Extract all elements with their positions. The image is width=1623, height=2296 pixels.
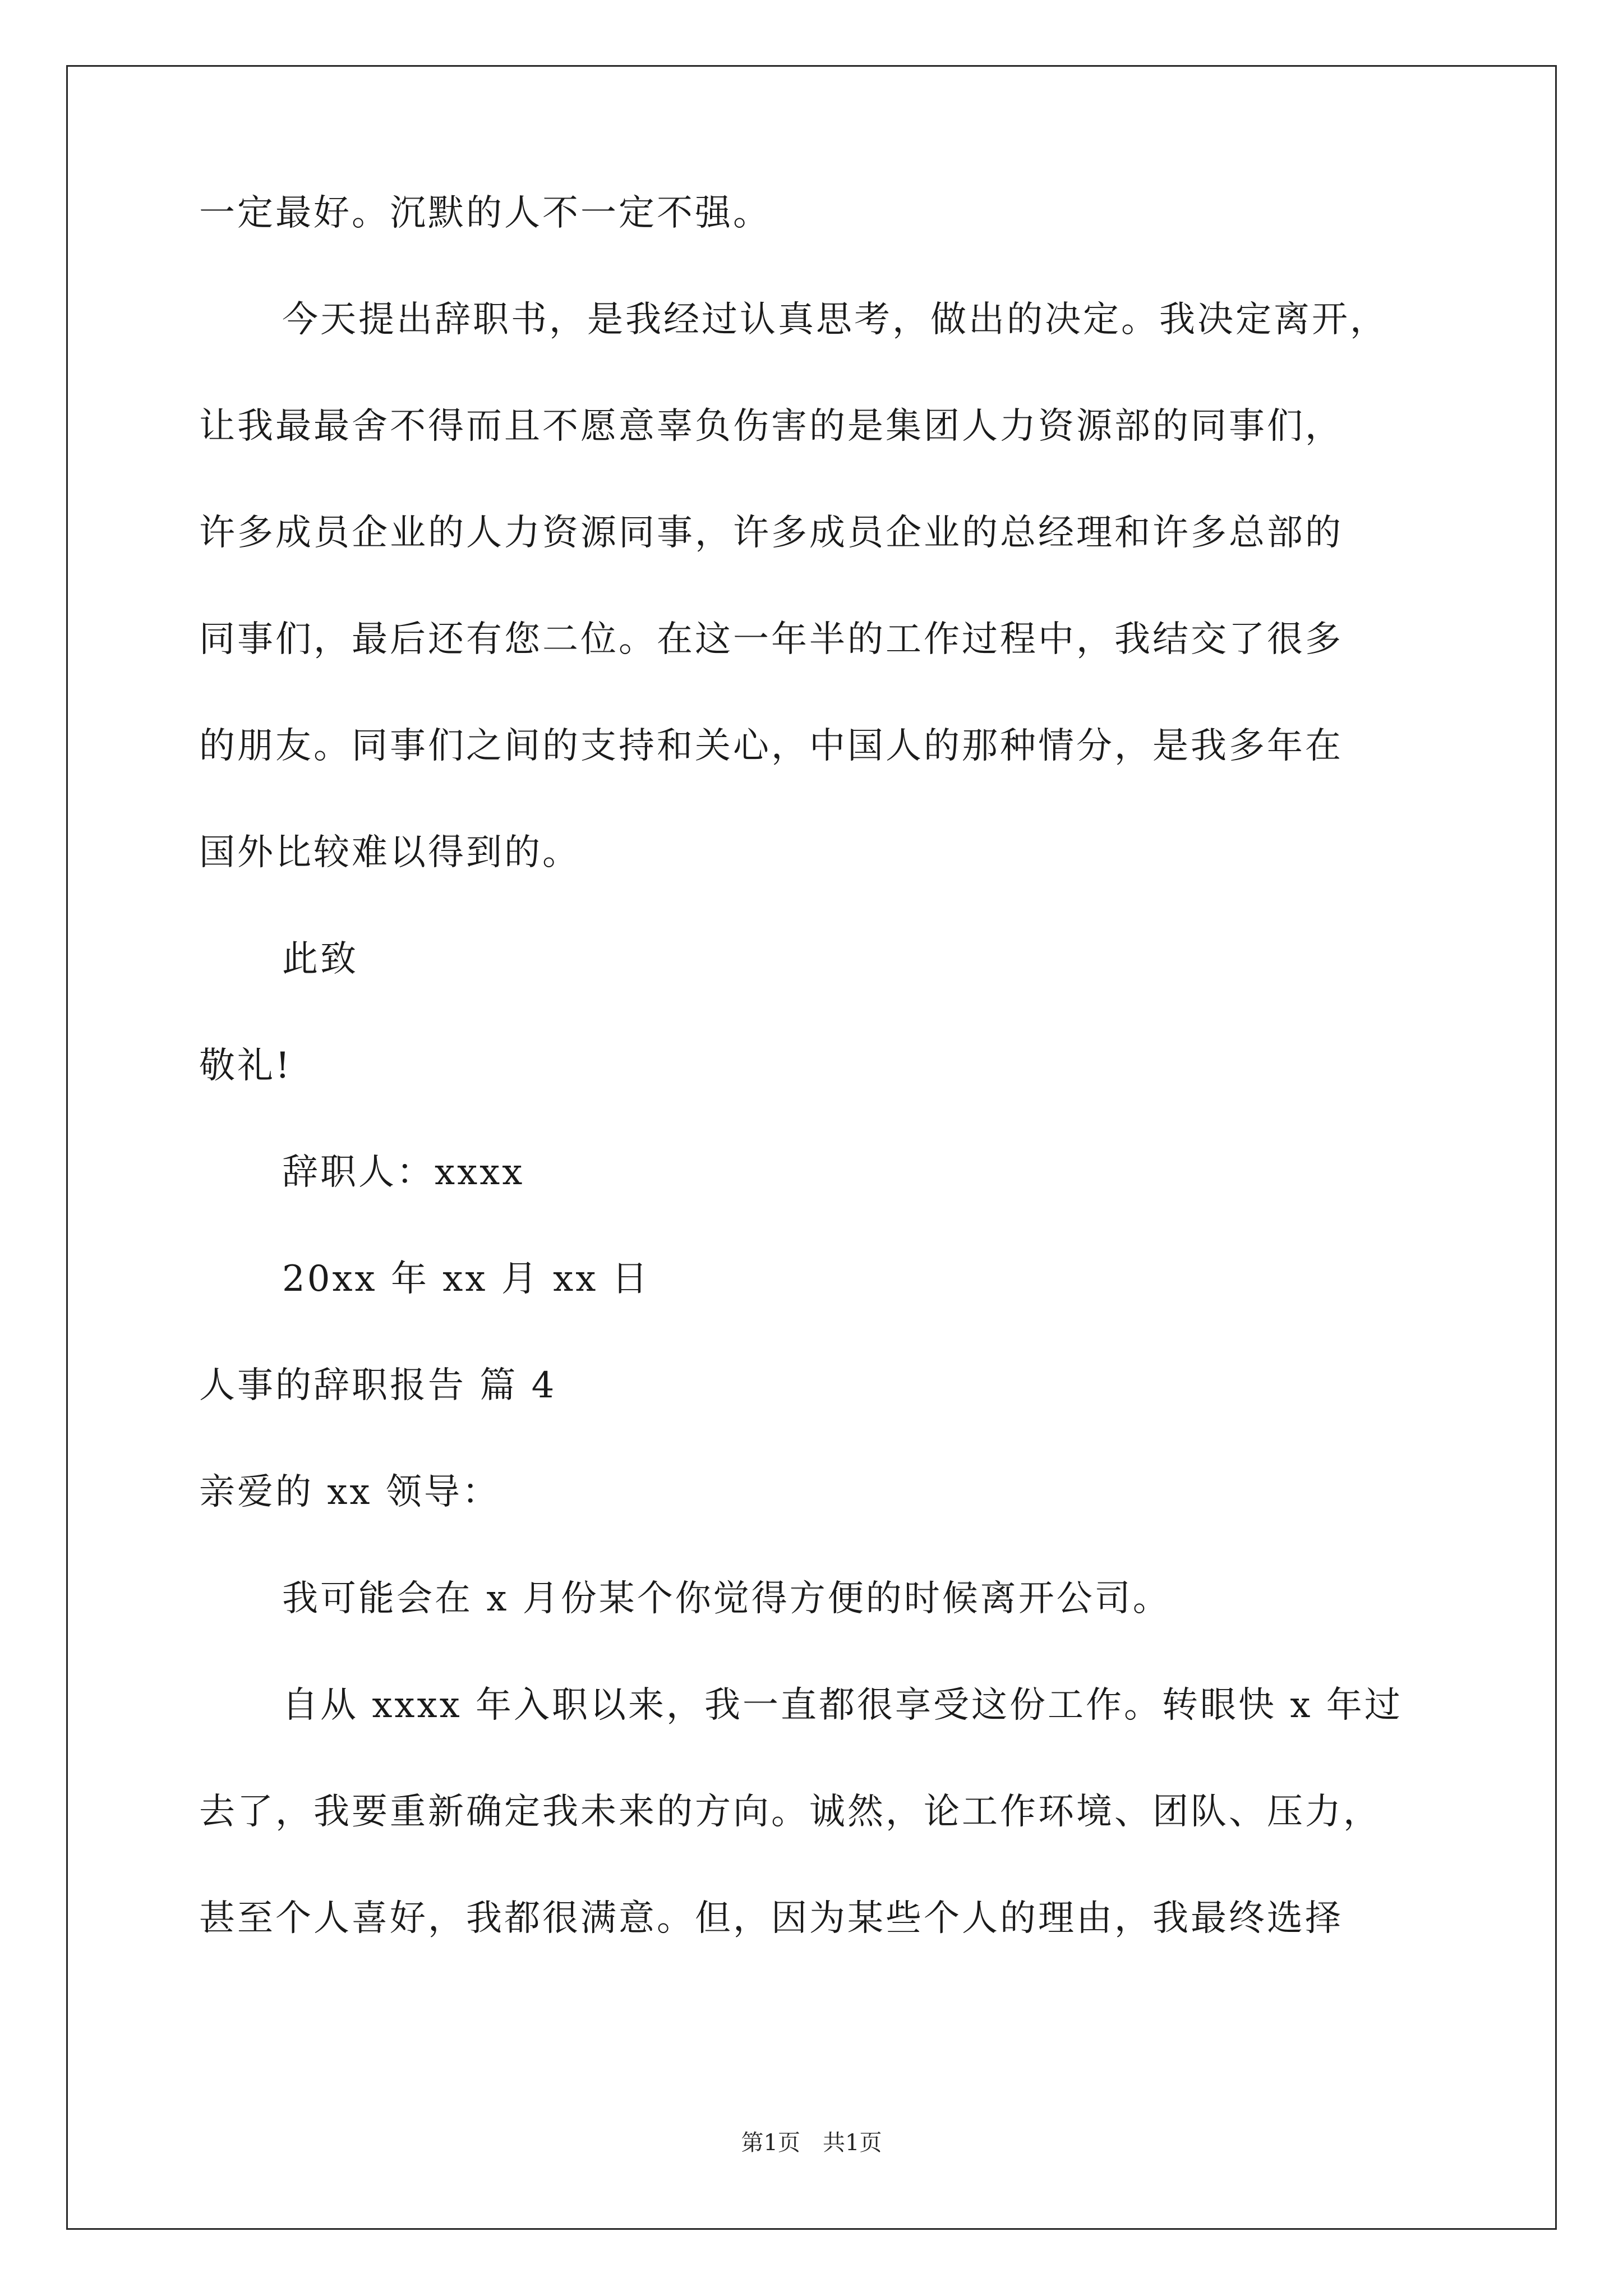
paragraph-first-line: 我可能会在 x 月份某个你觉得方便的时候离开公司。 — [282, 1578, 1171, 1619]
text-line: 许多成员企业的人力资源同事，许多成员企业的总经理和许多总部的 — [199, 512, 1343, 554]
text-line: 的朋友。同事们之间的支持和关心，中国人的那种情分，是我多年在 — [199, 725, 1343, 767]
text-line: 一定最好。沉默的人不一定不强。 — [199, 192, 771, 234]
signature-line: 辞职人：xxxx — [282, 1152, 525, 1193]
text-line: 去了，我要重新确定我未来的方向。诚然，论工作环境、团队、压力， — [199, 1791, 1381, 1833]
page-footer: 第1页 共1页 — [741, 2130, 882, 2156]
text-line: 同事们，最后还有您二位。在这一年半的工作过程中，我结交了很多 — [199, 619, 1343, 660]
text-line: 让我最最舍不得而且不愿意辜负伤害的是集团人力资源部的同事们， — [199, 406, 1343, 447]
closing-salutation: 此致 — [282, 938, 358, 980]
closing-respect: 敬礼! — [199, 1045, 292, 1087]
date-line: 20xx 年 xx 月 xx 日 — [282, 1258, 650, 1300]
text-line: 国外比较难以得到的。 — [199, 832, 580, 873]
paragraph-first-line: 今天提出辞职书，是我经过认真思考，做出的决定。我决定离开， — [282, 299, 1388, 341]
section-heading: 人事的辞职报告 篇 4 — [199, 1365, 557, 1406]
paragraph-first-line: 自从 xxxx 年入职以来，我一直都很享受这份工作。转眼快 x 年过 — [282, 1685, 1403, 1726]
text-line: 甚至个人喜好，我都很满意。但，因为某些个人的理由，我最终选择 — [199, 1898, 1343, 1939]
greeting-line: 亲爱的 xx 领导： — [199, 1471, 500, 1513]
